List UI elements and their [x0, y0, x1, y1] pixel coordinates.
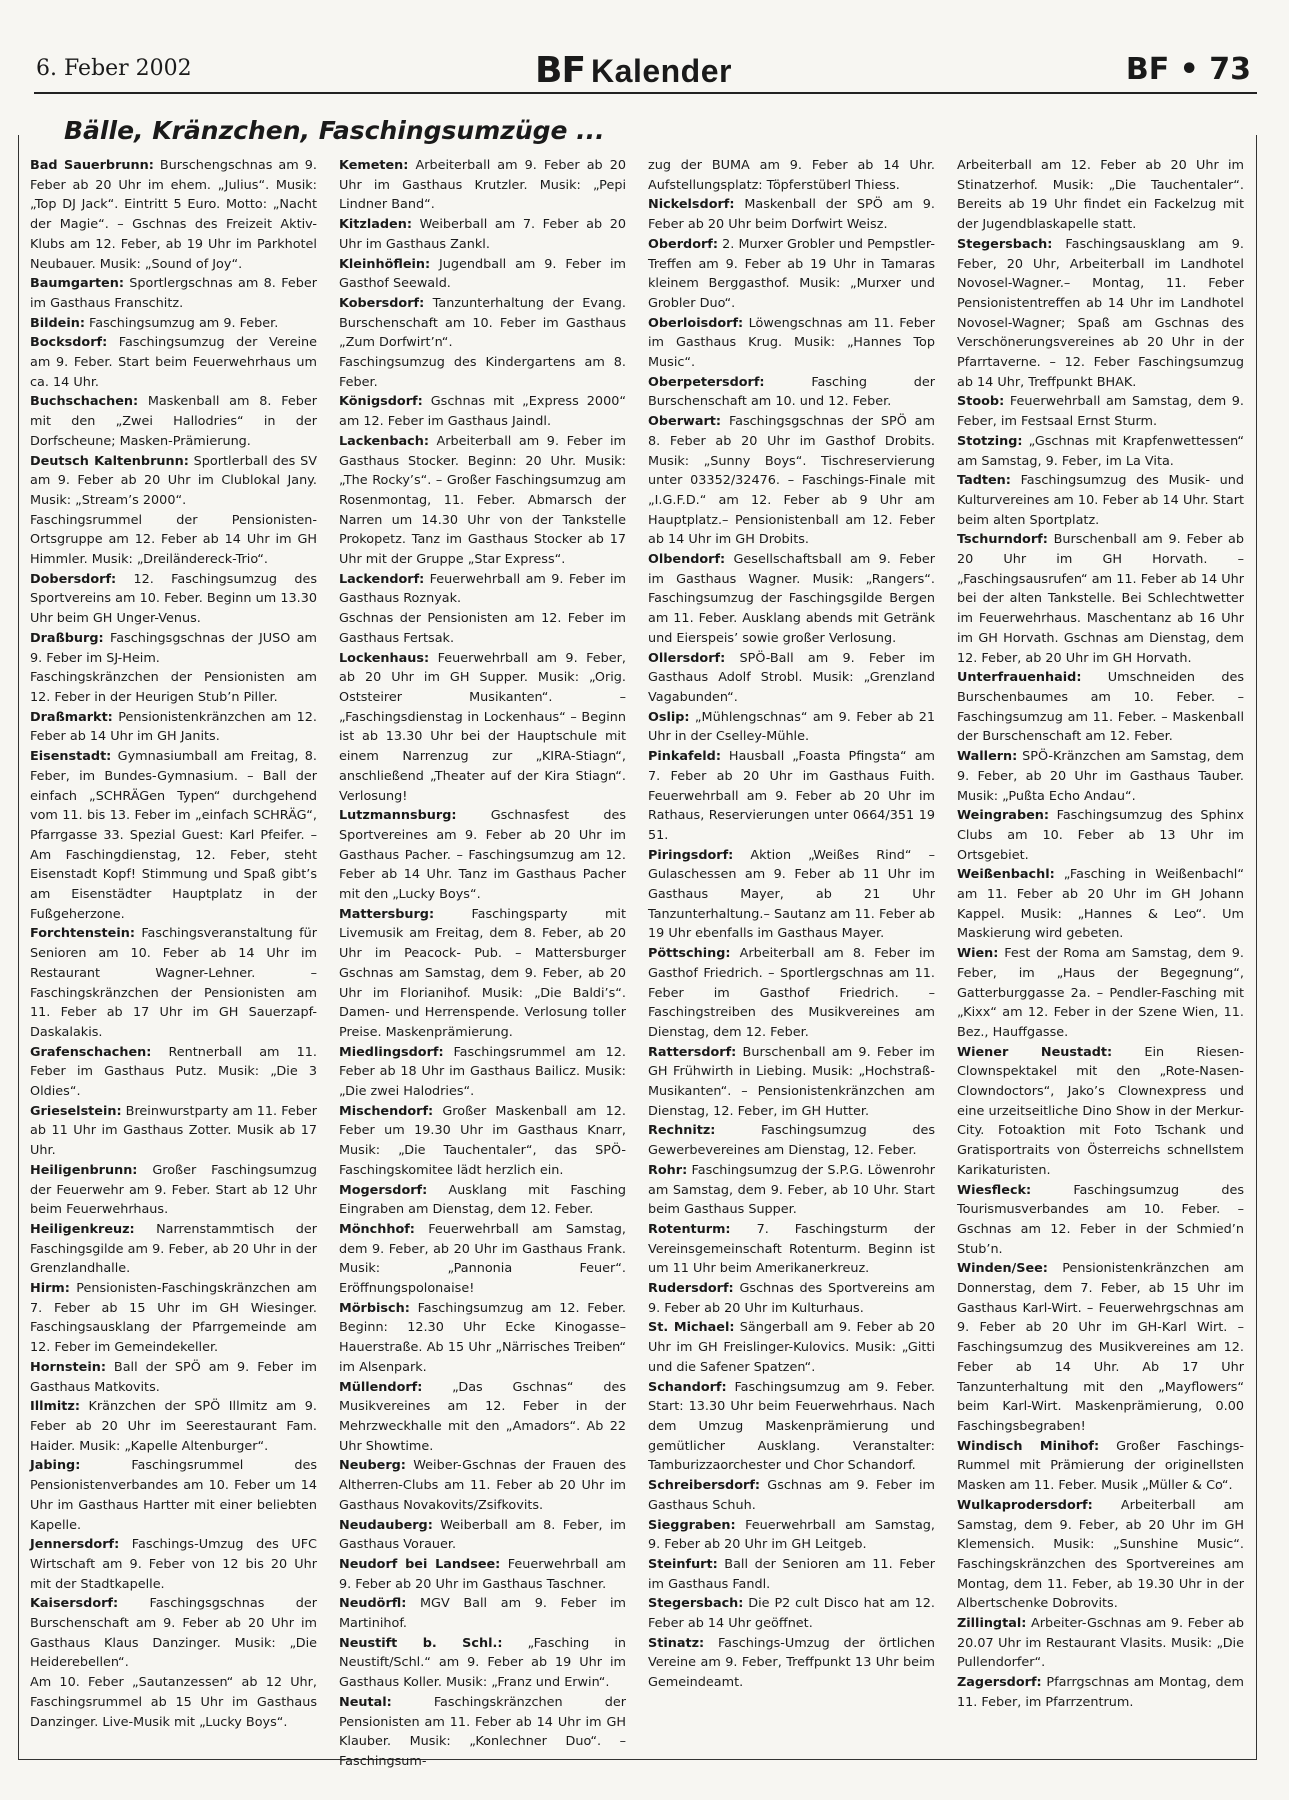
event-place: Pinkafeld: — [648, 749, 721, 765]
event-place: Steinfurt: — [648, 1556, 718, 1572]
event-entry — [339, 1181, 626, 1220]
event-place: Stoob: — [957, 394, 1005, 410]
event-text: Faschingskränzchen der Pensionisten am 11. Feber ab 14 Uhr im GH Klauber. Musik: „Konlechner Duo“. – Faschingsum- — [339, 1694, 626, 1769]
event-entry — [30, 1220, 317, 1279]
event-entry — [339, 1555, 626, 1594]
event-text: Faschingsumzug des Tourismusverbandes am 10. Feber. – Gschnas am 12. Feber in der Schmied’n Stub’n. — [957, 1182, 1244, 1257]
event-columns — [30, 156, 1248, 1769]
event-entry — [339, 609, 626, 648]
event-entry — [957, 1496, 1244, 1614]
event-entry — [957, 471, 1244, 530]
event-entry — [648, 747, 935, 846]
event-text: Narrenstammtisch der Faschingsgilde am 9. Feber, ab 20 Uhr in der Grenzlandhalle. — [30, 1221, 317, 1277]
event-place: Miedlingsdorf: — [339, 1044, 444, 1060]
event-place: Stegersbach: — [648, 1596, 744, 1612]
event-text: Feuerwehrball am 9. Feber, ab 20 Uhr im GH Supper. Musik: „Orig. Oststeirer Musikanten“. – „Faschingsdienstag in Lockenhaus“ – Beginn ist ab 13.30 Uhr bei der Hauptschule mit einem Narrenzug zur „KIRA-Stiagn“, anschließend „Theater auf der Kira Stiagn“. Verlosung! — [339, 650, 626, 804]
event-place: Kemeten: — [339, 158, 409, 173]
event-text: Pensionistenkränzchen am 12. Feber ab 14 Uhr im GH Janits. — [30, 709, 317, 745]
event-place: Oslip: — [648, 709, 690, 725]
event-text: Faschingsumzug des Sphinx Clubs am 10. Feber ab 13 Uhr im Ortsgebiet. — [957, 808, 1244, 863]
event-place: Heiligenkreuz: — [30, 1221, 135, 1237]
event-place: Windisch Minihof: — [957, 1438, 1100, 1454]
event-entry — [648, 1043, 935, 1122]
event-entry — [339, 156, 626, 215]
event-text: Am 10. Feber „Sautanzessen“ ab 12 Uhr, Faschingsrummel ab 15 Uhr im Gasthaus Danzinger. Live-Musik mit „Lucky Boys“. — [30, 1675, 317, 1730]
event-place: Draßmarkt: — [30, 709, 113, 725]
event-entry — [648, 1121, 935, 1160]
event-entry — [957, 668, 1244, 747]
event-text: Gschnas mit „Express 2000“ am 12. Feber im Gasthaus Jaindl. — [339, 394, 626, 430]
event-entry — [648, 944, 935, 1043]
event-place: Neustift b. Schl.: — [339, 1635, 503, 1651]
event-text: 2. Murxer Grobler und Pempstler-Treffen am 9. Feber ab 19 Uhr in Tamaras kleinem Berggasthof. Musik: „Murxer und Grobler Duo“. — [648, 236, 935, 311]
event-place: Unterfrauenhaid: — [957, 670, 1082, 686]
event-place: Ollersdorf: — [648, 650, 726, 666]
event-text: Faschingsgschnas der SPÖ am 8. Feber ab 20 Uhr im Gasthof Drobits. Musik: „Sunny Boys“. Tischreservierung unter 03352/32476. – Faschings-Finale mit „I.G.F.D.“ am 12. Feber ab 9 Uhr am Hauptplatz.– Pensionistenball am 12. Feber ab 14 Uhr im GH Drobits. — [648, 414, 935, 548]
event-place: Oberpetersdorf: — [648, 374, 765, 390]
event-entry — [30, 1102, 317, 1161]
event-place: Hirm: — [30, 1281, 70, 1297]
event-text: Faschingskränzchen der Pensionisten am 12. Feber in der Heurigen Stub’n Piller. — [30, 670, 317, 705]
event-text: Feuerwehrball am Samstag, dem 9. Feber, im Festsaal Ernst Sturm. — [957, 394, 1244, 430]
event-text: Faschings-Umzug der örtlichen Vereine am 9. Feber, Treffpunkt 13 Uhr beim Gemeindeamt. — [648, 1635, 935, 1691]
event-text: Sängerball am 9. Feber ab 20 Uhr im GH Freislinger-Kulovics. Musik: „Gitti und die Safener Spatzen“. — [648, 1320, 935, 1375]
event-entry — [957, 944, 1244, 1043]
event-text: Arbeiterball am 9. Feber im Gasthaus Stocker. Beginn: 20 Uhr. Musik: „The Rocky’s“. – Großer Faschingsumzug am Rosenmontag, 11. Feber. Abmarsch der Narren um 14.30 Uhr von der Tankstelle Prokopetz. Tanz im Gasthaus Stocker ab 17 Uhr mit der Gruppe „Star Express“. — [339, 433, 626, 568]
event-entry — [957, 432, 1244, 471]
event-text: Faschingsgschnas der Burschenschaft am 9. Feber ab 20 Uhr im Gasthaus Klaus Danzinger. Musik: „Die Heiderebellen“. — [30, 1596, 317, 1671]
event-entry — [957, 806, 1244, 865]
event-text: Gesellschaftsball am 9. Feber im Gasthaus Wagner. Musik: „Rangers“. Faschingsumzug der Faschingsgilde Bergen am 11. Feber. Ausklang abends mit Getränk und Eierspeis’ sowie großer Verlosung. — [648, 552, 935, 646]
event-entry — [30, 668, 317, 707]
event-place: Wulkaprodersdorf: — [957, 1497, 1093, 1513]
event-place: Draßburg: — [30, 630, 104, 646]
event-entry — [339, 215, 626, 254]
event-text: Faschingsumzug der S.P.G. Löwenrohr am Samstag, dem 9. Feber, ab 10 Uhr. Start beim Gasthaus Supper. — [648, 1162, 935, 1218]
event-entry — [339, 1220, 626, 1299]
event-text: Faschingsumzug der Vereine am 9. Feber. Start beim Feuerwehrhaus um ca. 14 Uhr. — [30, 335, 317, 390]
event-text: zug der BUMA am 9. Feber ab 14 Uhr. Aufstellungsplatz: Töpferstüberl Thiess. — [648, 158, 935, 193]
event-place: Zagersdorf: — [957, 1675, 1042, 1691]
event-entry — [30, 333, 317, 392]
event-place: Lackendorf: — [339, 571, 425, 587]
event-place: Jabing: — [30, 1458, 81, 1474]
event-entry — [648, 1476, 935, 1515]
page-number: BF • 73 — [1125, 52, 1251, 87]
event-place: Dobersdorf: — [30, 571, 117, 587]
event-entry — [30, 1358, 317, 1397]
event-place: Rudersdorf: — [648, 1281, 734, 1297]
event-entry — [648, 649, 935, 708]
event-entry — [648, 1279, 935, 1318]
event-place: Buchschachen: — [30, 394, 139, 410]
event-entry — [339, 1634, 626, 1693]
event-entry — [339, 255, 626, 294]
event-text: Faschingsveranstaltung für Senioren am 10. Feber ab 14 Uhr im Restaurant Wagner-Lehner. – Faschingskränzchen der Pensionisten am 11. Feber ab 17 Uhr im GH Sauerzapf-Daskalakis. — [30, 926, 317, 1040]
event-entry — [648, 412, 935, 550]
event-text: Faschingsparty mit Livemusik am Freitag, dem 8. Feber, ab 20 Uhr im Peacock- Pub. – Mattersburger Gschnas am Samstag, dem 9. Feber, ab 20 Uhr im Florianihof. Musik: „Die Baldi’s“. Damen- und Herrenspende. Verlosung toller Preise. Maskenprämierung. — [339, 906, 626, 1040]
event-entry — [648, 1594, 935, 1633]
event-entry — [30, 1673, 317, 1732]
section-brand — [535, 50, 732, 91]
event-place: Pöttsching: — [648, 946, 731, 962]
event-place: Eisenstadt: — [30, 749, 112, 765]
event-place: Hornstein: — [30, 1359, 106, 1375]
event-text: Burschenball am 9. Feber im GH Frühwirth in Liebing. Musik: „Hochstraß-Musikanten“. – Pensionistenkränzchen am Dienstag, 12. Feber, im GH Hutter. — [648, 1044, 935, 1119]
event-entry — [648, 846, 935, 945]
event-place: Lackenbach: — [339, 433, 429, 449]
event-place: Schandorf: — [648, 1379, 727, 1395]
event-place: Deutsch Kaltenbrunn: — [30, 453, 189, 469]
event-text: Sportlerball des SV am 9. Feber ab 20 Uhr im Clublokal Jany. Musik: „Stream’s 2000“. — [30, 453, 317, 508]
event-text: SPÖ-Ball am 9. Feber im Gasthaus Adolf Strobl. Musik: „Grenzland Vagabunden“. — [648, 650, 935, 705]
event-entry — [30, 314, 317, 334]
event-entry — [30, 1161, 317, 1220]
event-entry — [957, 1437, 1244, 1496]
event-place: Grafenschachen: — [30, 1044, 152, 1060]
event-text: Faschingsumzug am 9. Feber. Start: 13.30 Uhr beim Feuerwehrhaus. Nach dem Umzug Maskenprämierung und gemütlicher Ausklang. Veranstalter: Tamburizzaorchester und Chor Schandorf. — [648, 1379, 935, 1474]
event-place: Wallern: — [957, 749, 1018, 765]
event-entry — [957, 392, 1244, 431]
event-text: Arbeiterball am Samstag, dem 9. Feber, ab 20 Uhr im GH Klemensich. Musik: „Sunshine Music“. Faschingskränzchen des Sportvereines am Montag, dem 11. Feber, ab 19.30 Uhr in der Albertschenke Dobrovits. — [957, 1497, 1244, 1612]
event-text: Ein Riesen-Clownspektakel mit den „Rote-Nasen-Clowndoctors“, Jako’s Clownexpress und eine urzeitseitliche Dino Show in der Merkur-City. Fotoaktion mit Foto Tschank und Gratisportraits von Österreichs schnellstem Karikaturisten. — [957, 1044, 1244, 1178]
event-text: „Fasching in Neustift/Schl.“ am 9. Feber ab 19 Uhr im Gasthaus Koller. Musik: „Franz und Erwin“. — [339, 1635, 626, 1691]
event-text: Faschingsausklang am 9. Feber, 20 Uhr, Arbeiterball im Landhotel Novosel-Wagner.– Montag, 11. Feber Pensionistentreffen ab 14 Uhr im Landhotel Novosel-Wagner; Spaß am Gschnas des Verschönerungsvereines ab 20 Uhr in der Pfarrtaverne. – 12. Feber Faschingsumzug ab 14 Uhr, Treffpunkt BHAK. — [957, 236, 1244, 390]
event-text: Breinwurstparty am 11. Feber ab 11 Uhr im Gasthaus Zotter. Musik ab 17 Uhr. — [30, 1103, 317, 1159]
event-entry — [30, 570, 317, 629]
event-place: Schreibersdorf: — [648, 1478, 761, 1494]
event-entry — [30, 452, 317, 511]
event-entry — [648, 1220, 935, 1279]
event-place: Rotenturm: — [648, 1221, 731, 1237]
event-text: Großer Faschings-Rummel mit Prämierung der originellsten Masken am 11. Feber. Musik „Müller & Co“. — [957, 1438, 1244, 1494]
event-entry — [30, 747, 317, 924]
event-entry — [957, 156, 1244, 235]
event-entry — [957, 747, 1244, 806]
event-place: Wien: — [957, 946, 999, 962]
event-text: „Mühlengschnas“ am 9. Feber ab 21 Uhr in der Cselley-Mühle. — [648, 709, 935, 745]
event-text: Faschingsgschnas der JUSO am 9. Feber im SJ-Heim. — [30, 630, 317, 666]
event-text: Jugendball am 9. Feber im Gasthof Seewald. — [339, 256, 626, 292]
event-text: Tanzunterhaltung der Evang. Burschenschaft am 10. Feber im Gasthaus „Zum Dorfwirt’n“. — [339, 295, 626, 351]
event-place: Mörbisch: — [339, 1300, 410, 1316]
event-text: Faschingsrummel des Pensionistenverbandes am 10. Feber um 14 Uhr im Gasthaus Hartter mit einer beliebten Kapelle. — [30, 1458, 317, 1533]
event-text: Rentnerball am 11. Feber im Gasthaus Putz. Musik: „Die 3 Oldies“. — [30, 1044, 317, 1100]
event-place: Illmitz: — [30, 1399, 80, 1415]
event-entry — [339, 905, 626, 1043]
event-place: Oberloisdorf: — [648, 315, 744, 331]
event-text: 7. Faschingsturm der Vereinsgemeinschaft Rotenturm. Beginn ist um 11 Uhr beim Amerikanerkreuz. — [648, 1221, 935, 1277]
event-place: Oberdorf: — [648, 236, 718, 252]
event-entry — [648, 1516, 935, 1555]
event-text: Faschingsumzug des Kindergartens am 8. Feber. — [339, 355, 626, 390]
event-entry — [648, 1161, 935, 1220]
event-entry — [648, 708, 935, 747]
event-text: Weiberball am 8. Feber, im Gasthaus Vorauer. — [339, 1517, 626, 1553]
event-place: Tadten: — [957, 473, 1011, 489]
event-text: Faschingsumzug am 9. Feber. — [84, 315, 279, 331]
event-place: Rechnitz: — [648, 1123, 716, 1139]
event-place: Bad Sauerbrunn: — [30, 158, 154, 173]
event-entry — [339, 392, 626, 431]
event-text: Löwengschnas am 11. Feber im Gasthaus Krug. Musik: „Hannes Top Music“. — [648, 315, 935, 371]
event-place: Oberwart: — [648, 414, 722, 430]
event-text: Ausklang mit Fasching Eingraben am Dienstag, dem 12. Feber. — [339, 1182, 626, 1218]
event-entry — [339, 353, 626, 392]
event-text: Aktion „Weißes Rind“ – Gulaschessen am 9. Feber ab 11 Uhr im Gasthaus Mayer, ab 21 Uhr Tanzunterhaltung.– Sautanz am 11. Feber ab 19 Uhr ebenfalls im Gasthaus Mayer. — [648, 847, 935, 942]
event-place: Stegersbach: — [957, 236, 1053, 252]
event-place: Mogersdorf: — [339, 1182, 428, 1198]
event-text: 12. Faschingsumzug des Sportvereins am 10. Feber. Beginn um 13.30 Uhr beim GH Unger-Venus. — [30, 571, 317, 627]
event-text: Weiber-Gschnas der Frauen des Altherren-Clubs am 11. Feber ab 20 Uhr im Gasthaus Novakovits/Zsifkovits. — [339, 1458, 626, 1513]
event-place: St. Michael: — [648, 1320, 735, 1336]
event-entry — [957, 865, 1244, 944]
event-entry — [339, 432, 626, 570]
event-text: Umschneiden des Burschenbaumes am 10. Feber. – Faschingsumzug am 11. Feber. – Maskenball der Burschenschaft am 12. Feber. — [957, 670, 1244, 745]
event-text: Fasching der Burschenschaft am 10. und 12. Feber. — [648, 374, 935, 410]
event-entry — [30, 511, 317, 570]
event-text: Faschingsumzug des Musik- und Kulturvereines am 10. Feber ab 14 Uhr. Start beim alten Sportplatz. — [957, 473, 1244, 528]
event-entry — [648, 1634, 935, 1693]
section-title: Bälle, Kränzchen, Faschingsumzüge ... — [64, 116, 617, 145]
event-entry — [339, 1516, 626, 1555]
event-entry — [648, 1378, 935, 1477]
event-text: Großer Maskenball am 12. Feber um 19.30 Uhr im Gasthaus Knarr, Musik: „Die Tauchentaler“, das SPÖ-Faschingskomitee lädt herzlich ein. — [339, 1103, 626, 1178]
event-text: Großer Faschingsumzug der Feuerwehr am 9. Feber. Start ab 12 Uhr beim Feuerwehrhaus. — [30, 1162, 317, 1218]
event-text: Fest der Roma am Samstag, dem 9. Feber, im „Haus der Begegnung“, Gatterburggasse 2a. – Pendler-Fasching mit „Kixx“ am 12. Feber in der Szene Wien, 11. Bez., Hauffgasse. — [957, 946, 1244, 1040]
event-place: Bildein: — [30, 315, 85, 331]
event-entry — [957, 1614, 1244, 1673]
column-4 — [957, 156, 1244, 1756]
column-2 — [339, 156, 627, 1769]
event-text: Gschnas am 9. Feber im Gasthaus Schuh. — [648, 1478, 935, 1513]
event-text: Hausball „Foasta Pfingsta“ am 7. Feber ab 20 Uhr im Gasthaus Fuith. Feuerwehrball am 9. Feber ab 20 Uhr im Rathaus, Reservierungen unter 0664/351 19 51. — [648, 749, 935, 843]
event-text: Feuerwehrball am Samstag, dem 9. Feber, ab 20 Uhr im Gasthaus Frank. Musik: „Pannonia Feuer“. Eröffnungspolonaise! — [339, 1221, 626, 1297]
issue-date: 6. Feber 2002 — [36, 56, 192, 81]
event-text: SPÖ-Kränzchen am Samstag, dem 9. Feber, ab 20 Uhr im Gasthaus Tauber. Musik: „Pußta Echo Andau“. — [957, 749, 1244, 804]
event-entry — [30, 708, 317, 747]
event-place: Winden/See: — [957, 1261, 1048, 1277]
event-text: Pensionistenkränzchen am Donnerstag, dem 7. Feber, ab 15 Uhr im Gasthaus Karl-Wirt. – Feuerwehrgschnas am 9. Feber ab 20 Uhr im GH-Karl Wirt. – Faschingsumzug des Musikvereines am 12. Feber ab 14 Uhr. Ab 17 Uhr Tanzunterhaltung mit den „Mayflowers“ beim Karl-Wirt. Maskenprämierung, 0.00 Faschingsbegraben! — [957, 1261, 1244, 1434]
brand-logo: BF — [535, 50, 586, 91]
event-place: Kaisersdorf: — [30, 1596, 119, 1612]
event-text: Maskenball der SPÖ am 9. Feber ab 20 Uhr beim Dorfwirt Weisz. — [648, 197, 935, 233]
event-place: Neudauberg: — [339, 1517, 433, 1533]
event-place: Müllendorf: — [339, 1379, 423, 1395]
event-place: Lockenhaus: — [339, 650, 430, 666]
column-3 — [648, 156, 935, 1756]
event-text: Faschingsrummel der Pensionisten-Ortsgruppe am 12. Feber ab 14 Uhr im GH Himmler. Musik: „Dreiländereck-Trio“. — [30, 512, 317, 568]
event-entry — [30, 1397, 317, 1456]
event-entry — [30, 1594, 317, 1673]
event-entry — [30, 1535, 317, 1594]
event-place: Kobersdorf: — [339, 295, 425, 311]
event-place: Königsdorf: — [339, 394, 423, 410]
event-entry — [957, 1259, 1244, 1436]
event-entry — [30, 629, 317, 668]
event-text: Pfarrgschnas am Montag, dem 11. Feber, im Pfarrzentrum. — [957, 1675, 1244, 1710]
event-entry — [30, 924, 317, 1042]
event-text: Ball der Senioren am 11. Feber im Gasthaus Fandl. — [648, 1556, 935, 1592]
event-text: Arbeiterball am 12. Feber ab 20 Uhr im Stinatzerhof. Musik: „Die Tauchentaler“. Bereits ab 19 Uhr findet ein Fackelzug mit der Jugendblaskapelle statt. — [957, 158, 1244, 233]
event-text: Arbeiterball am 9. Feber ab 20 Uhr im Gasthaus Krutzler. Musik: „Pepi Lindner Band“. — [339, 158, 626, 213]
event-place: Piringsdorf: — [648, 847, 734, 863]
event-entry — [339, 1594, 626, 1633]
event-place: Neudorf bei Landsee: — [339, 1556, 501, 1572]
event-text: Pensionisten-Faschingskränzchen am 7. Feber ab 15 Uhr im GH Wiesinger. Faschingsausklang der Pfarrgemeinde am 12. Feber im Gemeindekeller. — [30, 1281, 317, 1356]
column-1 — [30, 156, 317, 1756]
event-text: Faschingsrummel am 12. Feber ab 18 Uhr im Gasthaus Bailicz. Musik: „Die zwei Halodries“. — [339, 1044, 626, 1100]
event-text: Gschnas des Sportvereins am 9. Feber ab 20 Uhr im Kulturhaus. — [648, 1281, 935, 1316]
event-place: Tschurndorf: — [957, 532, 1048, 548]
event-place: Stotzing: — [957, 433, 1023, 449]
event-entry — [648, 314, 935, 373]
event-entry — [339, 1102, 626, 1181]
event-entry — [339, 649, 626, 807]
event-place: Weißenbachl: — [957, 867, 1055, 883]
event-entry — [339, 1043, 626, 1102]
event-place: Rohr: — [648, 1162, 688, 1178]
event-place: Wiener Neustadt: — [957, 1044, 1113, 1060]
event-entry — [339, 1693, 626, 1772]
event-text: Maskenball am 8. Feber mit den „Zwei Hallodries“ in der Dorfscheune; Masken-Prämierung. — [30, 394, 317, 449]
event-entry — [30, 1456, 317, 1535]
event-text: „Das Gschnas“ des Musikvereines am 12. Feber in der Mehrzweckhalle mit den „Amadors“. Ab 22 Uhr Showtime. — [339, 1379, 626, 1454]
event-place: Nickelsdorf: — [648, 197, 735, 213]
header-rule — [34, 92, 1257, 94]
event-text: Faschingsumzug des Gewerbevereines am Dienstag, 12. Feber. — [648, 1123, 935, 1159]
event-text: Feuerwehrball am Samstag, 9. Feber ab 20 Uhr im GH Leitgeb. — [648, 1517, 935, 1553]
event-text: Burschenball am 9. Feber ab 20 Uhr im GH Horvath. – „Faschingsausrufen“ am 11. Feber ab 14 Uhr bei der alten Tankstelle. Bei Schlechtwetter im Feuerwehrhaus. Maschentanz ab 16 Uhr im GH Horvath. Gschnas am Dienstag, dem 12. Feber, ab 20 Uhr im GH Horvath. — [957, 532, 1244, 666]
event-place: Rattersdorf: — [648, 1044, 737, 1060]
event-text: Burschengschnas am 9. Feber ab 20 Uhr im ehem. „Julius“. Musik: „Top DJ Jack“. Eintritt 5 Euro. Motto: „Nacht der Magie“. – Gschnas des Freizeit Aktiv-Klubs am 12. Feber, ab 19 Uhr im Parkhotel Neubauer. Musik: „Sound of Joy“. — [30, 158, 317, 272]
event-entry — [30, 274, 317, 313]
event-place: Mattersburg: — [339, 906, 435, 922]
event-text: MGV Ball am 9. Feber im Martinihof. — [339, 1596, 626, 1632]
event-entry — [957, 1043, 1244, 1181]
event-text: Gschnasfest des Sportvereines am 9. Feber ab 20 Uhr im Gasthaus Pacher. – Faschingsumzug am 12. Feber ab 14 Uhr. Tanz im Gasthaus Pacher mit den „Lucky Boys“. — [339, 808, 626, 903]
event-place: Stinatz: — [648, 1635, 705, 1651]
event-place: Baumgarten: — [30, 276, 124, 292]
event-entry — [648, 373, 935, 412]
event-place: Olbendorf: — [648, 552, 726, 568]
event-entry — [957, 1673, 1244, 1712]
event-place: Mischendorf: — [339, 1103, 434, 1119]
event-place: Zillingtal: — [957, 1616, 1027, 1632]
event-entry — [648, 1318, 935, 1377]
event-place: Lutzmannsburg: — [339, 808, 457, 824]
event-place: Kitzladen: — [339, 217, 412, 233]
event-text: Kränzchen der SPÖ Illmitz am 9. Feber ab 20 Uhr im Seerestaurant Fam. Haider. Musik: „Kapelle Altenburger“. — [30, 1399, 317, 1454]
event-entry — [957, 1181, 1244, 1260]
event-entry — [339, 1378, 626, 1457]
event-entry — [648, 195, 935, 234]
event-text: Arbeiterball am 8. Feber im Gasthof Friedrich. – Sportlergschnas am 11. Feber im Gasthof Friedrich. – Faschingstreiben des Musikvereines am Dienstag, dem 12. Feber. — [648, 946, 935, 1040]
brand-title: Kalender — [591, 53, 732, 89]
event-entry — [648, 235, 935, 314]
event-text: Weiberball am 7. Feber ab 20 Uhr im Gasthaus Zankl. — [339, 217, 626, 252]
event-entry — [30, 156, 317, 274]
event-entry — [957, 530, 1244, 668]
event-entry — [30, 1279, 317, 1358]
event-text: Feuerwehrball am 9. Feber ab 20 Uhr im Gasthaus Taschner. — [339, 1556, 627, 1592]
event-text: Sportlergschnas am 8. Feber im Gasthaus Franschitz. — [30, 276, 317, 311]
event-place: Grieselstein: — [30, 1103, 122, 1119]
event-place: Jennersdorf: — [30, 1537, 120, 1553]
event-text: Faschings-Umzug des UFC Wirtschaft am 9. Feber von 12 bis 20 Uhr mit der Stadtkapelle. — [30, 1537, 317, 1592]
event-place: Kleinhöflein: — [339, 256, 431, 272]
event-text: Faschingsumzug am 12. Feber. Beginn: 12.30 Uhr Ecke Kinogasse– Hauerstraße. Ab 15 Uhr „Närrisches Treiben“ im Alsenpark. — [339, 1300, 626, 1375]
event-text: Gschnas der Pensionisten am 12. Feber im Gasthaus Fertsak. — [339, 611, 626, 646]
event-place: Sieggraben: — [648, 1517, 736, 1533]
event-text: Die P2 cult Disco hat am 12. Feber ab 14 Uhr geöffnet. — [648, 1596, 935, 1632]
event-place: Wiesfleck: — [957, 1182, 1032, 1198]
event-text: „Gschnas mit Krapfenwettessen“ am Samstag, 9. Feber, im La Vita. — [957, 433, 1244, 469]
event-place: Neudörfl: — [339, 1596, 407, 1612]
event-entry — [339, 1456, 626, 1515]
event-entry — [339, 1299, 626, 1378]
event-place: Neutal: — [339, 1694, 392, 1710]
event-entry — [648, 156, 935, 195]
event-text: Gymnasiumball am Freitag, 8. Feber, im Bundes-Gymnasium. – Ball der einfach „SCHRÄGen Typen“ durchgehend vom 11. bis 13. Feber im „einfach SCHRÄG“, Pfarrgasse 33. Spezial Guest: Karl Pfeifer. – Am Faschingdienstag, 12. Feber, steht Eisenstadt Kopf! Stimmung und Spaß gibt’s am Eisenstädter Hauptplatz in der Fußgeherzone. — [30, 749, 317, 922]
event-text: Arbeiter-Gschnas am 9. Feber ab 20.07 Uhr im Restaurant Vlasits. Musik: „Die Pullendorfer“. — [957, 1616, 1244, 1671]
event-entry — [339, 806, 626, 905]
event-entry — [339, 294, 626, 353]
event-entry — [648, 1555, 935, 1594]
event-entry — [30, 1043, 317, 1102]
event-place: Forchtenstein: — [30, 926, 135, 942]
event-entry — [957, 235, 1244, 393]
event-place: Bocksdorf: — [30, 335, 108, 351]
event-place: Neuberg: — [339, 1458, 406, 1474]
event-entry — [339, 570, 626, 609]
event-place: Mönchhof: — [339, 1221, 415, 1237]
event-entry — [648, 550, 935, 649]
event-place: Heiligenbrunn: — [30, 1162, 138, 1178]
event-entry — [30, 392, 317, 451]
event-place: Weingraben: — [957, 808, 1050, 824]
event-text: Feuerwehrball am 9. Feber im Gasthaus Roznyak. — [339, 571, 626, 607]
event-text: Ball der SPÖ am 9. Feber im Gasthaus Matkovits. — [30, 1359, 317, 1395]
event-text: „Fasching in Weißenbachl“ am 11. Feber ab 20 Uhr im GH Johann Kappel. Musik: „Hannes & Leo“. Um Maskierung wird gebeten. — [957, 867, 1244, 942]
